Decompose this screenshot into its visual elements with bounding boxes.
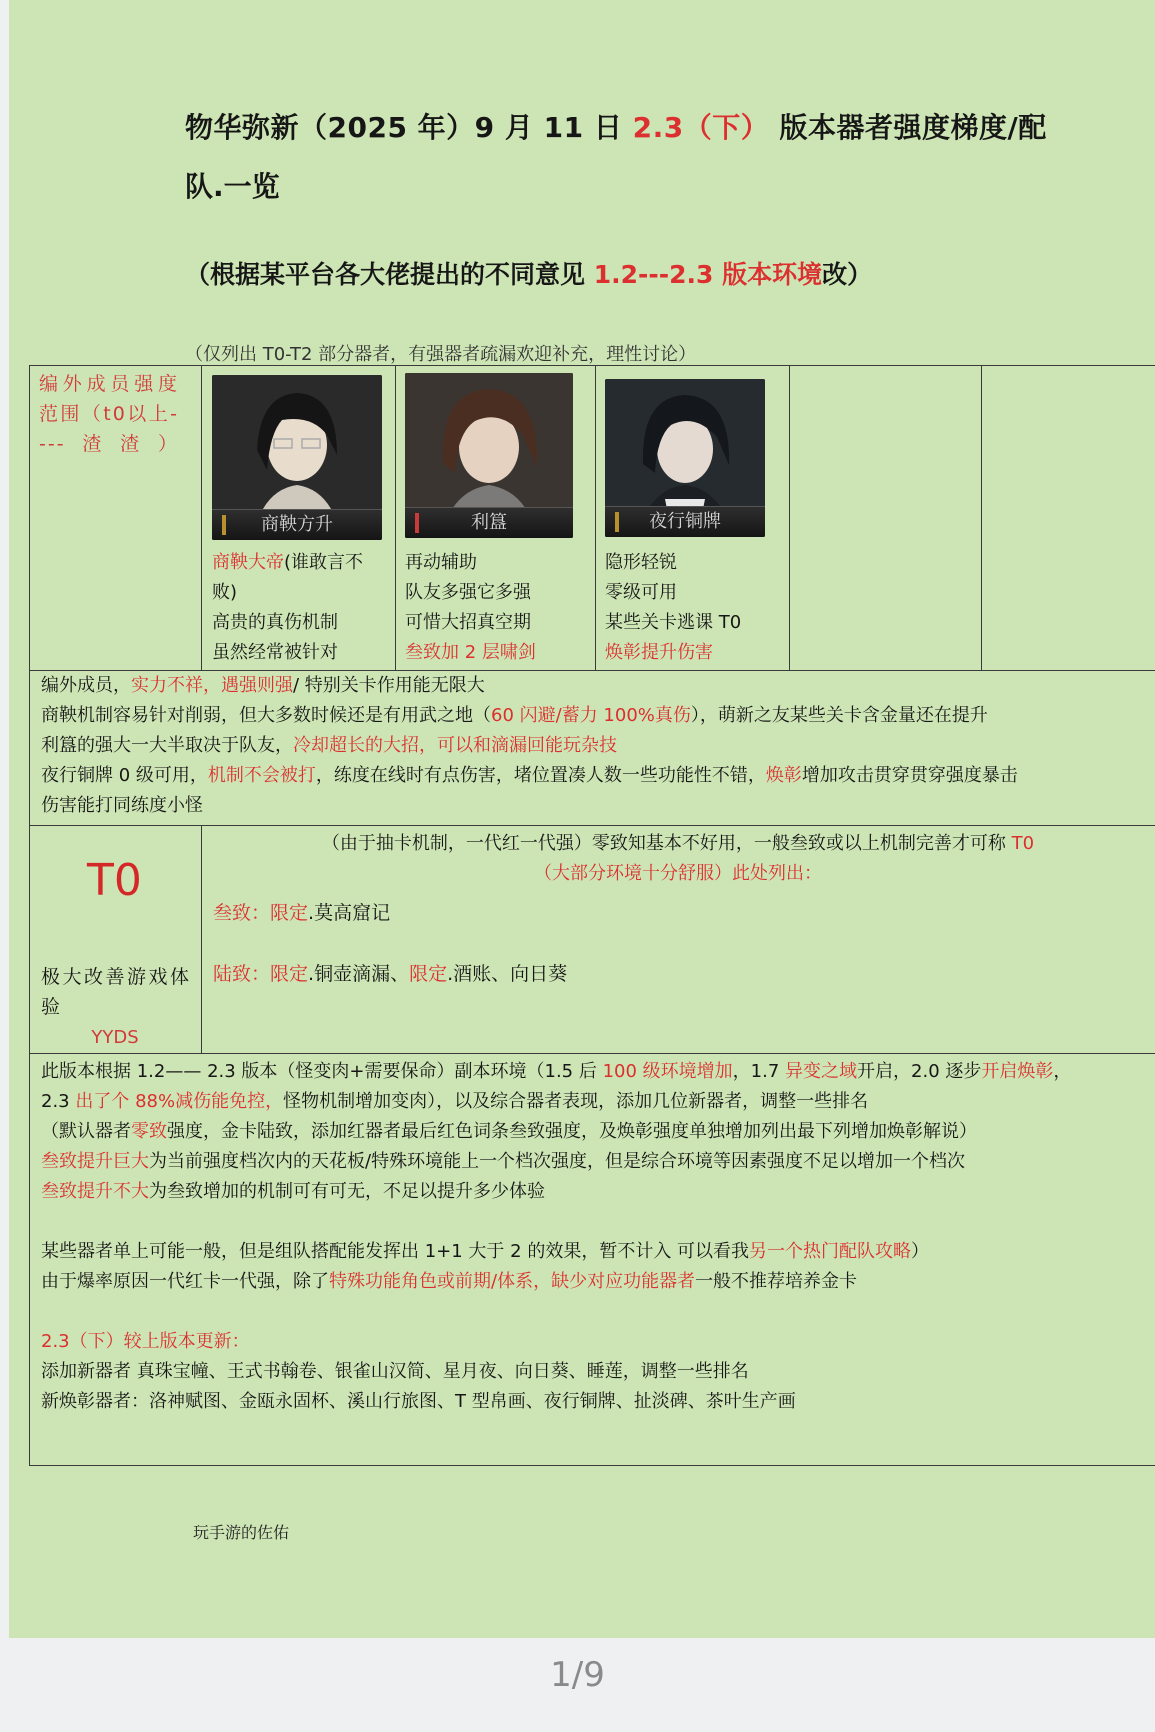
page-indicator: 1/9 <box>550 1655 605 1695</box>
page-title: 物华弥新（2025 年）9 月 11 日 2.3（下） 版本器者强度梯度/配 <box>185 111 1047 144</box>
table-rule <box>29 825 1155 826</box>
t0-entry-row: 叁致：限定.莫高窟记 <box>213 902 391 924</box>
info-line: 此版本根据 1.2—— 2.3 版本（怪变肉+需要保命）副本环境（1.5 后 100 级环境增加，1.7 异变之域开启，2.0 逐步开启焕彰， <box>41 1061 1072 1082</box>
desc-line: 高贵的真伤机制 <box>212 612 338 633</box>
table-rule <box>789 365 790 670</box>
info-line: 2.3 出了个 88%减伤能免控，怪物机制增加变肉），以及综合器者表现，添加几位新器者，调整一些排名 <box>41 1091 869 1112</box>
portrait-ligui <box>405 373 573 538</box>
table-rule <box>595 365 596 670</box>
tier-slogan: YYDS <box>91 1027 139 1048</box>
info-line: 叁致提升巨大为当前强度档次内的天花板/特殊环境能上一个档次强度，但是综合环境等因素强度不足以增加一个档次 <box>41 1151 966 1172</box>
page-subtitle: （根据某平台各大佬提出的不同意见 1.2---2.3 版本环境改） <box>185 260 873 289</box>
tier-description: 极大改善游戏体验 <box>41 966 191 1018</box>
update-title: 2.3（下）较上版本更新： <box>41 1331 250 1352</box>
desc-line: 焕彰提升伤害 <box>605 642 713 663</box>
desc-line: 败) <box>212 582 238 603</box>
portrait-name-bar: 商鞅方升 <box>212 509 382 540</box>
info-line: 由于爆率原因一代红卡一代强，除了特殊功能角色或前期/体系，缺少对应功能器者一般不推荐培养金卡 <box>41 1271 858 1292</box>
table-rule <box>981 365 982 670</box>
update-line: 添加新器者 真珠宝幢、王式书翰卷、银雀山汉简、星月夜、向日葵、睡莲，调整一些排名 <box>41 1361 749 1382</box>
portrait-name-bar: 利簋 <box>405 507 573 538</box>
table-rule <box>29 365 30 1465</box>
t0-entry-row: 陆致：限定.铜壶滴漏、限定.酒账、向日葵 <box>213 963 568 985</box>
extra-note-line: 商鞅机制容易针对削弱，但大多数时候还是有用武之地（60 闪避/蓄力 100%真伤），萌新之友某些关卡含金量还在提升 <box>41 705 988 726</box>
card-description-shangyang <box>212 548 392 668</box>
info-line: 叁致提升不大为叁致增加的机制可有可无，不足以提升多少体验 <box>41 1181 545 1202</box>
scope-note: （仅列出 T0-T2 部分器者，有强器者疏漏欢迎补充，理性讨论） <box>185 344 697 365</box>
page-title-line2: 队.一览 <box>185 170 280 203</box>
table-rule <box>201 365 202 670</box>
portrait-yexing <box>605 379 765 537</box>
table-rule <box>29 365 1155 366</box>
card-description-yexing <box>605 548 785 668</box>
extra-note-line: 夜行铜牌 0 级可用，机制不会被打，练度在线时有点伤害，堵位置凑人数一些功能性不错，焕彰增加攻击贯穿贯穿强度暴击 <box>41 765 1018 786</box>
rarity-mark <box>415 513 419 533</box>
tier-label: T0 <box>87 855 142 906</box>
portrait-shangyang <box>212 375 382 540</box>
desc-line: 零级可用 <box>605 582 677 603</box>
t0-intro-line: （由于抽卡机制，一代红一代强）零致知基本不好用，一般叁致或以上机制完善才可称 T0 <box>321 833 1035 854</box>
table-rule <box>29 1053 1155 1054</box>
table-rule <box>29 1465 1155 1466</box>
update-line: 新焕彰器者：洛神赋图、金瓯永固杯、溪山行旅图、T 型帛画、夜行铜牌、扯淡碑、茶叶生产画 <box>41 1391 796 1412</box>
desc-line: 再动辅助 <box>405 552 477 573</box>
desc-line: 某些关卡逃课 T0 <box>605 612 742 633</box>
table-rule <box>395 365 396 670</box>
desc-line: 叁致加 2 层啸剑 <box>405 642 536 663</box>
rarity-mark <box>615 512 619 532</box>
extra-note-line: 伤害能打同练度小怪 <box>41 795 203 816</box>
rarity-mark <box>222 515 226 535</box>
document-page <box>9 0 1155 1638</box>
extra-members-label: 编外成员强度范围（t0以上----渣渣） <box>39 373 179 455</box>
info-line: 某些器者单上可能一般，但是组队搭配能发挥出 1+1 大于 2 的效果，暂不计入 可以看我另一个热门配队攻略） <box>41 1241 930 1262</box>
t0-intro-line: （大部分环境十分舒服）此处列出： <box>534 863 822 884</box>
desc-line: 商鞅大帝(谁敢言不 <box>212 552 364 573</box>
extra-note-line: 利簋的强大一大半取决于队友，冷却超长的大招，可以和滴漏回能玩杂技 <box>41 735 617 756</box>
extra-note-line: 编外成员，实力不祥，遇强则强/ 特别关卡作用能无限大 <box>41 675 485 696</box>
author-credit: 玩手游的佐佑 <box>193 1523 290 1542</box>
portrait-name-bar: 夜行铜牌 <box>605 506 765 537</box>
desc-line: 隐形轻锐 <box>605 552 677 573</box>
desc-line: 队友多强它多强 <box>405 582 531 603</box>
info-line: （默认器者零致强度，金卡陆致，添加红器者最后红色词条叁致强度，及焕彰强度单独增加列出最下列增加焕彰解说） <box>41 1121 977 1142</box>
desc-line: 可惜大招真空期 <box>405 612 531 633</box>
card-description-ligui <box>405 548 585 668</box>
desc-line: 虽然经常被针对 <box>212 642 338 663</box>
